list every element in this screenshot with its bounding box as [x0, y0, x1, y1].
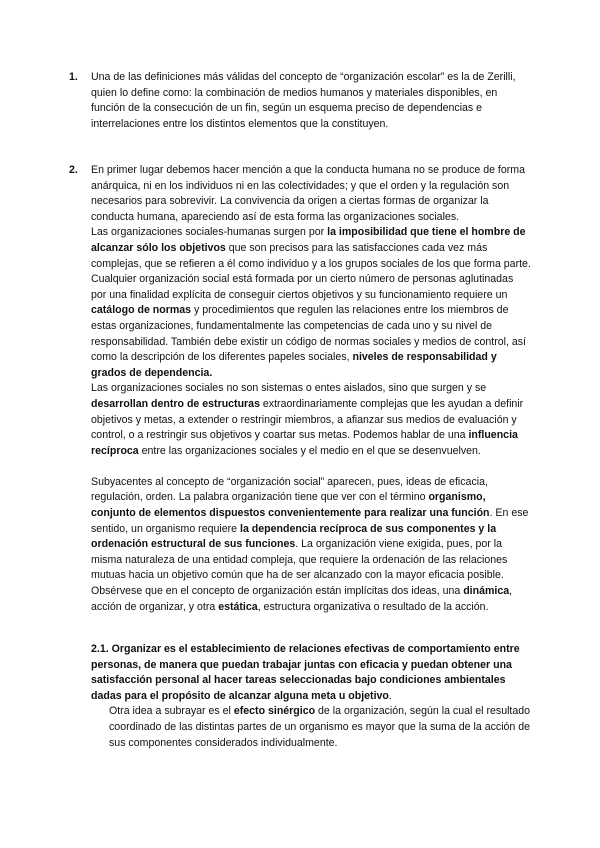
paragraph-norms: Cualquier organización social está formada por un cierto número de personas aglutinadas por una finalidad explícita de conseguir ciertos objetivos y su funcionamiento requiere un catálogo de normas y procedimientos que regulen las relaciones entre los miembros de estas organizaciones, fundamentalmente las competencias de cada uno y su nivel de responsabilidad. También debe existir un código de normas sociales y medios de control, así como la descripción de los diferentes papeles sociales, niveles de responsabilidad y grados de dependencia. — [91, 273, 526, 379]
bold-phrase: estática — [218, 600, 258, 613]
paragraph-human-conduct: En primer lugar debemos hacer mención a que la conducta humana no se produce de forma anárquica, ni en los individuos ni en las colectividades; y que el orden y la regulación son necesarios para sobrevivir. La convivencia da origen a ciertas formas de organizar la conducta humana, apareciendo así de esta forma las organizaciones sociales. — [91, 164, 526, 223]
bold-phrase: efecto sinérgico — [233, 705, 316, 718]
definition-paragraph: Una de las definiciones más válidas del concepto de “organización escolar” es la de Zerilli, quien lo define como: la combinación de medios humanos y materiales disponibles, en función de la consecución de un fin, según un esquema preciso de dependencias e interrelaciones entre los distintos elementos que la constituyen. — [91, 71, 516, 130]
bold-phrase: catálogo de normas — [91, 304, 192, 317]
section-2-1 — [71, 642, 531, 751]
section-definition: 2.1. Organizar es el establecimiento de relaciones efectivas de comportamiento entre personas, de manera que puedan trabajar juntas con eficacia y puedan obtener una satisfacción personal al hacer tareas seleccionadas bajo condiciones ambientales dadas para el propósito de alcanzar alguna meta u objetivo — [91, 643, 520, 702]
paragraph-synergy: Otra idea a subrayar es el efecto sinérgico de la organización, según la cual el resultado coordinado de las distintas partes de un organismo es mayor que la suma de la acción de sus componentes considerados individualmente. — [109, 705, 531, 749]
list-item-2 — [69, 163, 531, 615]
bold-phrase: influencia recíproca — [91, 429, 518, 457]
bold-phrase: dinámica — [463, 585, 510, 598]
list-number: 1. — [69, 71, 78, 83]
paragraph-social-organizations: Las organizaciones sociales-humanas surgen por la imposibilidad que tiene el hombre de alcanzar sólo los objetivos que son precisos para las satisfacciones cada vez más complejas, que se refieren a él como individuo y a los grupos sociales de los que forma parte. — [91, 226, 531, 270]
bold-phrase: la imposibilidad que tiene el hombre de alcanzar sólo los objetivos — [91, 226, 526, 254]
bold-phrase: la dependencia recíproca de sus componentes y la ordenación estructural de sus funciones — [91, 522, 497, 551]
section-heading-paragraph: 2.1. Organizar es el establecimiento de relaciones efectivas de comportamiento entre personas, de manera que puedan trabajar juntas con eficacia y puedan obtener una satisfacción personal al hacer tareas seleccionadas bajo condiciones ambientales dadas para el propósito de alcanzar alguna meta u objetivo. — [91, 643, 520, 702]
bold-phrase: organismo, conjunto de elementos dispuestos convenientemente para realizar una función — [91, 491, 490, 520]
bold-phrase: desarrollan dentro de estructuras — [91, 397, 260, 410]
bold-phrase: niveles de responsabilidad y grados de dependencia. — [91, 351, 497, 379]
paragraph-organism: Subyacentes al concepto de “organización social” aparecen, pues, ideas de eficacia, regulación, orden. La palabra organización tiene que ver con el término organismo, conjunto de elementos dispuestos convenientemente para realizar una función. En ese sentido, un organismo requiere la dependencia recíproca de sus componentes y la ordenación estructural de sus funciones. La organización viene exigida, pues, por la misma naturaleza de una entidad compleja, que requiere la ordenación de las relaciones mutuas hacia un objetivo común que ha de ser alcanzado con la mayor eficacia posible. Obsérvese que en el concepto de organización están implícitas dos ideas, una dinámica, acción de organizar, y otra estática, estructura organizativa o resultado de la acción. — [91, 475, 529, 613]
paragraph-structures: Las organizaciones sociales no son sistemas o entes aislados, sino que surgen y se desarrollan dentro de estructuras extraordinariamente complejas que les ayudan a definir objetivos y metas, a extender o restringir miembros, a afianzar sus medios de evaluación y control, o a restringir sus objetivos y coartar sus metas. Podemos hablar de una influencia recíproca entre las organizaciones sociales y el medio en el que se desenvuelven. — [91, 382, 524, 457]
list-item-1 — [69, 70, 531, 132]
list-number: 2. — [69, 164, 78, 176]
